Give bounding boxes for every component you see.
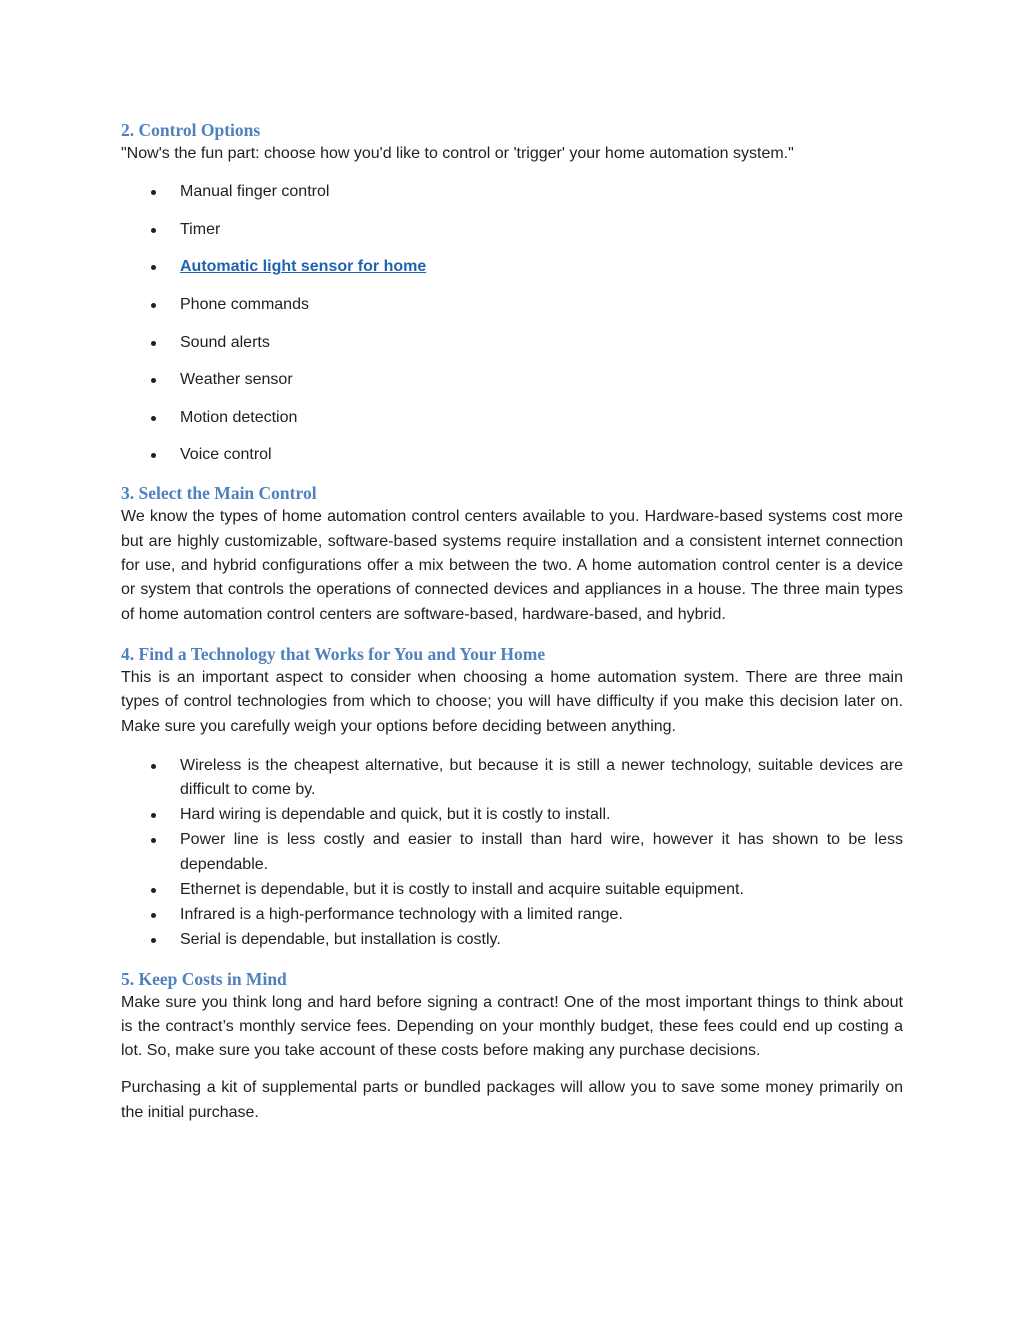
list-item: Infrared is a high-performance technology with a limited range.: [121, 903, 903, 927]
section-heading-control-options: 2. Control Options: [121, 120, 261, 140]
costs-body-1: Make sure you think long and hard before signing a contract! One of the most important things to think about is the contract’s monthly service fees. Depending on your monthly budget, these fees could end up costing a lot. So, make sure you take account of these costs before making any purchase decisions.: [121, 993, 903, 1060]
bullet-icon: [151, 341, 156, 346]
list-item: Manual finger control: [121, 180, 903, 204]
bullet-icon: [151, 838, 156, 843]
list-item: Timer: [121, 218, 903, 242]
bullet-icon: [151, 913, 156, 918]
bullet-icon: [151, 813, 156, 818]
bullet-icon: [151, 303, 156, 308]
bullet-icon: [151, 416, 156, 421]
list-item: Serial is dependable, but installation is costly.: [121, 928, 903, 952]
automatic-light-sensor-link[interactable]: Automatic light sensor for home: [180, 258, 427, 276]
costs-body-2: Purchasing a kit of supplemental parts or bundled packages will allow you to save some money primarily on the initial purchase.: [121, 1079, 903, 1121]
section-heading-technology: 4. Find a Technology that Works for You and Your Home: [121, 643, 546, 664]
bullet-icon: [151, 938, 156, 943]
bullet-icon: [151, 265, 156, 270]
technology-body: This is an important aspect to consider when choosing a home automation system. There are three main types of control technologies from which to choose; you will have difficulty if you make this decision later on. Make sure you carefully weigh your options before deciding between anything.: [121, 668, 903, 735]
document-page: [121, 118, 903, 1125]
list-item: Weather sensor: [121, 368, 903, 392]
list-item: Phone commands: [121, 293, 903, 317]
bullet-icon: [151, 453, 156, 458]
bullet-icon: [151, 228, 156, 233]
list-item: Voice control: [121, 443, 903, 467]
list-item: Motion detection: [121, 406, 903, 430]
main-control-body: We know the types of home automation control centers available to you. Hardware-based systems cost more but are highly customizable, software-based systems require installation and a consistent internet connection for use, and hybrid configurations offer a mix between the two. A home automation control center is a device or system that controls the operations of connected devices and appliances in a house. The three main types of home automation control centers are software-based, hardware-based, and hybrid.: [121, 508, 903, 623]
list-item: [121, 255, 903, 279]
list-item: Power line is less costly and easier to install than hard wire, however it has shown to be less dependable.: [121, 828, 903, 877]
bullet-icon: [151, 888, 156, 893]
list-item: Wireless is the cheapest alternative, but because it is still a newer technology, suitable devices are difficult to come by.: [121, 754, 903, 803]
bullet-icon: [151, 764, 156, 769]
section-heading-costs: 5. Keep Costs in Mind: [121, 968, 287, 989]
list-item: Sound alerts: [121, 331, 903, 355]
control-options-list: [121, 180, 903, 467]
bullet-icon: [151, 378, 156, 383]
list-item: Ethernet is dependable, but it is costly to install and acquire suitable equipment.: [121, 878, 903, 902]
technology-list: [121, 754, 903, 953]
list-item: Hard wiring is dependable and quick, but it is costly to install.: [121, 803, 903, 827]
section-heading-main-control: 3. Select the Main Control: [121, 483, 317, 504]
bullet-icon: [151, 190, 156, 195]
control-options-intro: "Now's the fun part: choose how you'd like to control or 'trigger' your home automation system.": [121, 145, 794, 162]
